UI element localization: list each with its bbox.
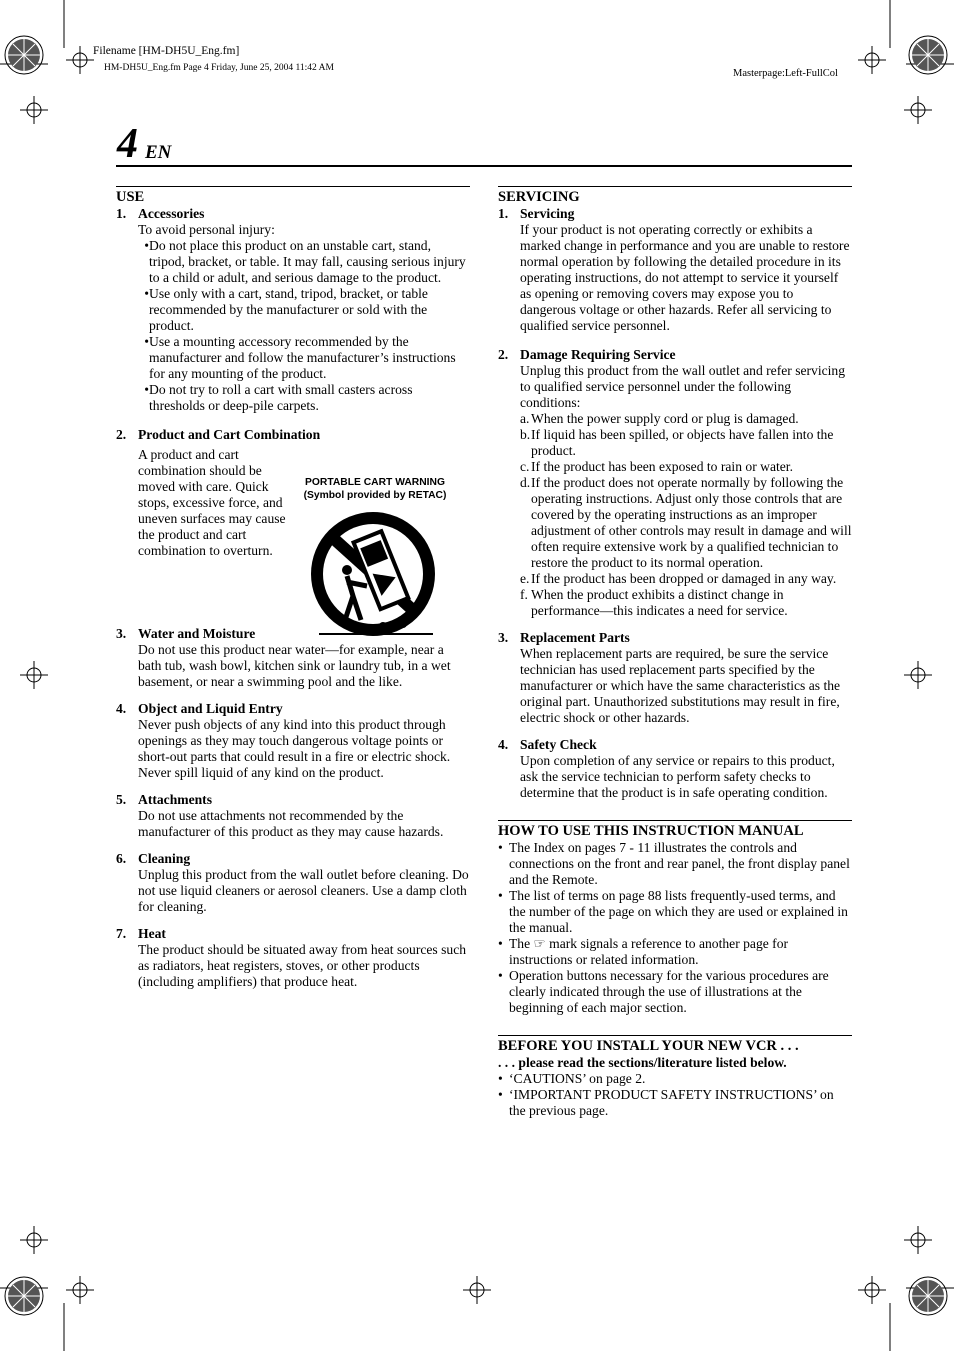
item-title: Damage Requiring Service bbox=[520, 347, 676, 362]
item-title: Object and Liquid Entry bbox=[138, 701, 283, 716]
list-item: d. If the product does not operate normally by following the operating instructions. Adjust only those controls that are covered by the operating instructions as an improper adjustment of other controls may result in damage and will often require extensive work by a qualified technician to restore the product to its normal operation. bbox=[520, 475, 852, 570]
item-number: 4. bbox=[498, 737, 509, 752]
list-item: • ‘CAUTIONS’ on page 2. bbox=[498, 1071, 646, 1086]
item-body-text: A product and cart combination should be moved with care. Quick stops, excessive force, and uneven surfaces may cause the product and cart combination to overturn. bbox=[138, 447, 286, 558]
header-masterpage: Masterpage:Left-FullCol bbox=[733, 68, 838, 79]
list-item: • The list of terms on page 88 lists frequently-used terms, and the number of the page on which they are used or explained in the manual. bbox=[498, 888, 848, 935]
header-rule bbox=[116, 165, 852, 167]
list-item: b. If liquid has been spilled, or objects have fallen into the product. bbox=[520, 427, 834, 458]
item-title: Cleaning bbox=[138, 851, 191, 866]
item-body-text: If your product is not operating correctly or exhibits a marked change in performance and you are unable to restore normal operation by following the detailed procedure in its operating instructions, do not attempt to service it yourself as opening or removing covers may expose you to dangerous voltage or other hazards. Refer all servicing to qualified service personnel. bbox=[520, 222, 850, 333]
list-item: • The ☞ mark signals a reference to another page for instructions or related information. bbox=[498, 936, 789, 967]
item-number: 2. bbox=[498, 347, 509, 362]
item-damage bbox=[498, 347, 852, 619]
item-object bbox=[116, 701, 470, 781]
item-title: Accessories bbox=[138, 206, 205, 221]
item-body-text: Upon completion of any service or repairs to this product, ask the service technician to perform safety checks to determine that the product is in safe operating condition. bbox=[520, 753, 835, 800]
item-number: 1. bbox=[498, 206, 509, 221]
item-body-text: The product should be situated away from heat sources such as radiators, heat registers, stoves, or other products (including amplifiers) that produce heat. bbox=[138, 942, 467, 989]
cart-warning-label: PORTABLE CART WARNING (Symbol provided by RETAC) bbox=[303, 477, 447, 501]
item-title: Water and Moisture bbox=[138, 626, 256, 641]
section-heading-howto: HOW TO USE THIS INSTRUCTION MANUAL bbox=[498, 820, 852, 840]
item-title: Product and Cart Combination bbox=[138, 427, 321, 442]
right-column bbox=[498, 186, 852, 1119]
item-title: Replacement Parts bbox=[520, 630, 630, 645]
item-cleaning bbox=[116, 851, 470, 915]
item-number: 6. bbox=[116, 851, 127, 866]
list-item: f. When the product exhibits a distinct change in performance—this indicates a need for service. bbox=[520, 587, 788, 618]
list-item: • Do not place this product on an unstable cart, stand, tripod, bracket, or table. It may fall, causing serious injury to a child or adult, and serious damage to the product. bbox=[144, 238, 466, 285]
item-number: 7. bbox=[116, 926, 127, 941]
item-number: 4. bbox=[116, 701, 127, 716]
list-item: • Operation buttons necessary for the various procedures are clearly indicated through the use of illustrations at the beginning of each major section. bbox=[498, 968, 829, 1015]
list-item: • The Index on pages 7 - 11 illustrates the controls and connections on the front and rear panel, the front display panel and the Remote. bbox=[498, 840, 850, 887]
item-safety bbox=[498, 737, 852, 801]
item-body-text: Do not use this product near water—for example, near a bath tub, wash bowl, kitchen sink or laundry tub, in a wet basement, or near a swimming pool and the like. bbox=[138, 642, 451, 689]
item-body-text: Never push objects of any kind into this product through openings as they may touch dangerous voltage points or short-out parts that could result in a fire or electric shock. Never spill liquid of any kind on the product. bbox=[138, 717, 451, 780]
list-item: • Do not try to roll a cart with small casters across thresholds or deep-pile carpets. bbox=[144, 382, 413, 413]
header-filename: Filename [HM-DH5U_Eng.fm] bbox=[93, 45, 240, 57]
item-number: 3. bbox=[498, 630, 509, 645]
item-intro: Unplug this product from the wall outlet and refer servicing to qualified service personnel under the following conditions: bbox=[520, 363, 846, 410]
item-title: Attachments bbox=[138, 792, 212, 807]
item-number: 3. bbox=[116, 626, 127, 641]
item-title: Safety Check bbox=[520, 737, 597, 752]
section-heading-use: USE bbox=[116, 186, 470, 206]
list-item: • Use a mounting accessory recommended by the manufacturer and follow the manufacturer’s instructions for any mounting of the product. bbox=[144, 334, 456, 381]
item-accessories bbox=[116, 206, 470, 414]
list-item: c. If the product has been exposed to rain or water. bbox=[520, 459, 793, 474]
item-title: Servicing bbox=[520, 206, 575, 221]
item-body-text: When replacement parts are required, be sure the service technician has used replacement parts specified by the manufacturer or which have the same characteristics as the original part. Unauthorized substitutions may result in fire, electric shock or other hazards. bbox=[520, 646, 841, 725]
item-title: Heat bbox=[138, 926, 166, 941]
item-replacement bbox=[498, 630, 852, 726]
list-item: a. When the power supply cord or plug is damaged. bbox=[520, 411, 799, 426]
section-subheading: . . . please read the sections/literature listed below. bbox=[498, 1055, 787, 1070]
item-attachments bbox=[116, 792, 470, 840]
header-file-info: HM-DH5U_Eng.fm Page 4 Friday, June 25, 2004 11:42 AM bbox=[104, 63, 334, 73]
list-item: • ‘IMPORTANT PRODUCT SAFETY INSTRUCTIONS’ on the previous page. bbox=[498, 1087, 834, 1118]
cart-tipover-warning-icon bbox=[303, 508, 445, 642]
item-number: 2. bbox=[116, 427, 127, 442]
page-number: 4 bbox=[117, 121, 138, 167]
list-item: e. If the product has been dropped or damaged in any way. bbox=[520, 571, 837, 586]
item-heat bbox=[116, 926, 470, 990]
list-item: • Use only with a cart, stand, tripod, bracket, or table recommended by the manufacturer or sold with the product. bbox=[144, 286, 428, 333]
item-body-text: Do not use attachments not recommended by the manufacturer of this product as they may cause hazards. bbox=[138, 808, 444, 839]
section-heading-before-install: BEFORE YOU INSTALL YOUR NEW VCR . . . bbox=[498, 1035, 852, 1055]
page-language: EN bbox=[145, 142, 172, 163]
item-intro: To avoid personal injury: bbox=[138, 222, 275, 237]
item-servicing bbox=[498, 206, 852, 334]
item-number: 1. bbox=[116, 206, 127, 221]
item-body-text: Unplug this product from the wall outlet before cleaning. Do not use liquid cleaners or aerosol cleaners. Use a damp cloth for cleaning. bbox=[138, 867, 469, 914]
item-number: 5. bbox=[116, 792, 127, 807]
section-heading-servicing: SERVICING bbox=[498, 186, 852, 206]
